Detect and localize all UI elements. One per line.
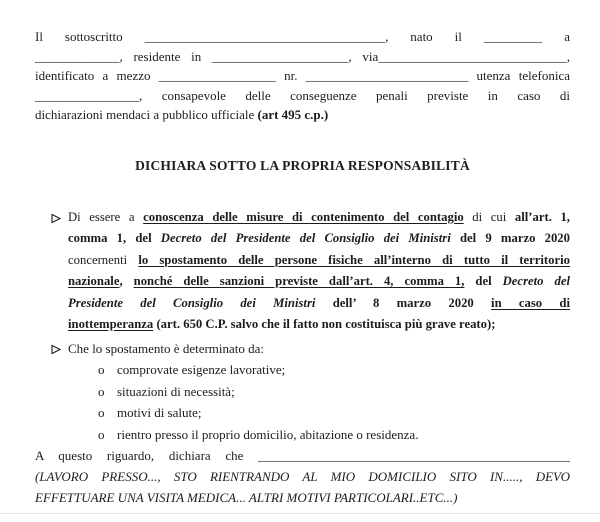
text-run: del 9 marzo 2020 <box>450 231 570 245</box>
text-run: del <box>464 274 503 288</box>
circle-bullet-icon: o <box>98 383 105 399</box>
text-run: a <box>542 29 571 44</box>
text-run: _____________________ <box>211 48 349 64</box>
text-run: identificato a mezzo <box>35 68 159 83</box>
text-run: , <box>566 48 570 64</box>
closing-paragraph <box>35 445 570 508</box>
text-run: _____________ <box>35 48 120 64</box>
text-run: Presidente del Consiglio dei Ministri <box>68 295 316 310</box>
text-run: Decreto del Presidente del Consiglio dei Ministri <box>160 231 451 245</box>
reasons-intro: Che lo spostamento è determinato da: <box>68 340 265 356</box>
text-run: (art 495 c.p.) <box>257 107 329 122</box>
text-run: , via <box>348 48 379 64</box>
intro-line-2 <box>35 47 570 67</box>
text-run: all’art. 1, <box>514 209 570 224</box>
reason-item-row <box>98 359 570 381</box>
text-run: , residente in <box>119 48 212 64</box>
measures-line-1 <box>68 207 570 229</box>
reason-item-label: motivi di salute; <box>117 405 202 420</box>
closing-line-3 <box>35 487 570 508</box>
reason-item-label: rientro presso il proprio domicilio, abitazione o residenza. <box>117 426 419 442</box>
declaration-heading: DICHIARA SOTTO LA PROPRIA RESPONSABILITÀ <box>135 157 470 173</box>
circle-bullet-icon: o <box>98 362 105 377</box>
text-run: dichiarazioni mendaci a pubblico ufficiale <box>35 107 258 122</box>
text-run: Il sottoscritto <box>35 29 145 44</box>
text-run: (LAVORO PRESSO..., STO RIENTRANDO AL MIO DOMICILIO SITO IN....., DEVO <box>35 469 570 484</box>
bullet-reasons <box>35 338 570 446</box>
text-run: Di essere a <box>68 209 144 224</box>
bullet-measures <box>35 207 570 336</box>
text-run: dell’ 8 marzo 2020 <box>315 295 492 310</box>
reason-item-row <box>98 381 570 403</box>
text-run: nr. <box>275 68 306 83</box>
intro-paragraph <box>35 27 570 125</box>
closing-line-2 <box>35 466 570 487</box>
text-run: concernenti <box>68 252 139 267</box>
intro-line-5 <box>35 105 570 125</box>
text-run: , <box>119 274 134 288</box>
text-run: _____________________________ <box>378 48 567 64</box>
text-run: di cui <box>463 209 515 224</box>
text-run: in caso di <box>491 295 571 310</box>
text-run: , consapevole delle conseguenze penali previste in caso di <box>139 87 570 103</box>
arrow-bullet-icon <box>51 338 61 446</box>
text-run: Decreto del <box>502 274 570 288</box>
text-run: _________ <box>483 29 543 44</box>
text-run: ________________ <box>35 87 139 103</box>
measures-line-2 <box>68 228 570 250</box>
bullet-reasons-body <box>68 338 570 446</box>
text-run: utenza telefonica <box>468 68 570 83</box>
arrow-bullet-icon <box>51 207 61 336</box>
page-bottom-divider <box>0 513 600 514</box>
text-run: _________________________ <box>305 68 469 83</box>
text-run: nonché delle sanzioni previste dall’art. 4, comma 1, <box>133 274 465 288</box>
text-run: EFFETTUARE UNA VISITA MEDICA... ALTRI MOTIVI PARTICOLARI..ETC...) <box>35 490 458 505</box>
text-run: inottemperanza <box>68 317 154 331</box>
measures-line-6 <box>68 314 570 336</box>
reason-item-label: situazioni di necessità; <box>117 383 235 399</box>
bullet-measures-body <box>68 207 570 336</box>
text-run: A questo riguardo, dichiara che <box>35 448 258 463</box>
text-run: , nato il <box>385 29 484 44</box>
measures-line-4 <box>68 271 570 293</box>
reason-item-label: comprovate esigenze lavorative; <box>117 362 286 377</box>
text-run: conoscenza delle misure di contenimento del contagio <box>143 209 464 224</box>
intro-line-3 <box>35 66 570 86</box>
intro-line-1 <box>35 27 570 47</box>
text-run: comma 1, del <box>68 231 161 245</box>
text-run: nazionale <box>68 274 120 288</box>
intro-line-4 <box>35 86 570 106</box>
reason-item-row <box>98 402 570 424</box>
text-run: _____________________________________ <box>144 29 386 44</box>
reason-item-row <box>98 424 570 446</box>
circle-bullet-icon: o <box>98 426 105 442</box>
measures-line-3 <box>68 250 570 272</box>
text-run: (art. 650 C.P. salvo che il fatto non costituisca più grave reato); <box>153 317 496 331</box>
text-run: __________________ <box>158 68 276 83</box>
measures-line-5 <box>68 293 570 315</box>
circle-bullet-icon: o <box>98 405 105 420</box>
text-run: lo spostamento delle persone fisiche all’interno di tutto il territorio <box>138 252 570 267</box>
text-run: ________________________________________________ <box>258 448 570 463</box>
closing-line-1 <box>35 445 570 466</box>
